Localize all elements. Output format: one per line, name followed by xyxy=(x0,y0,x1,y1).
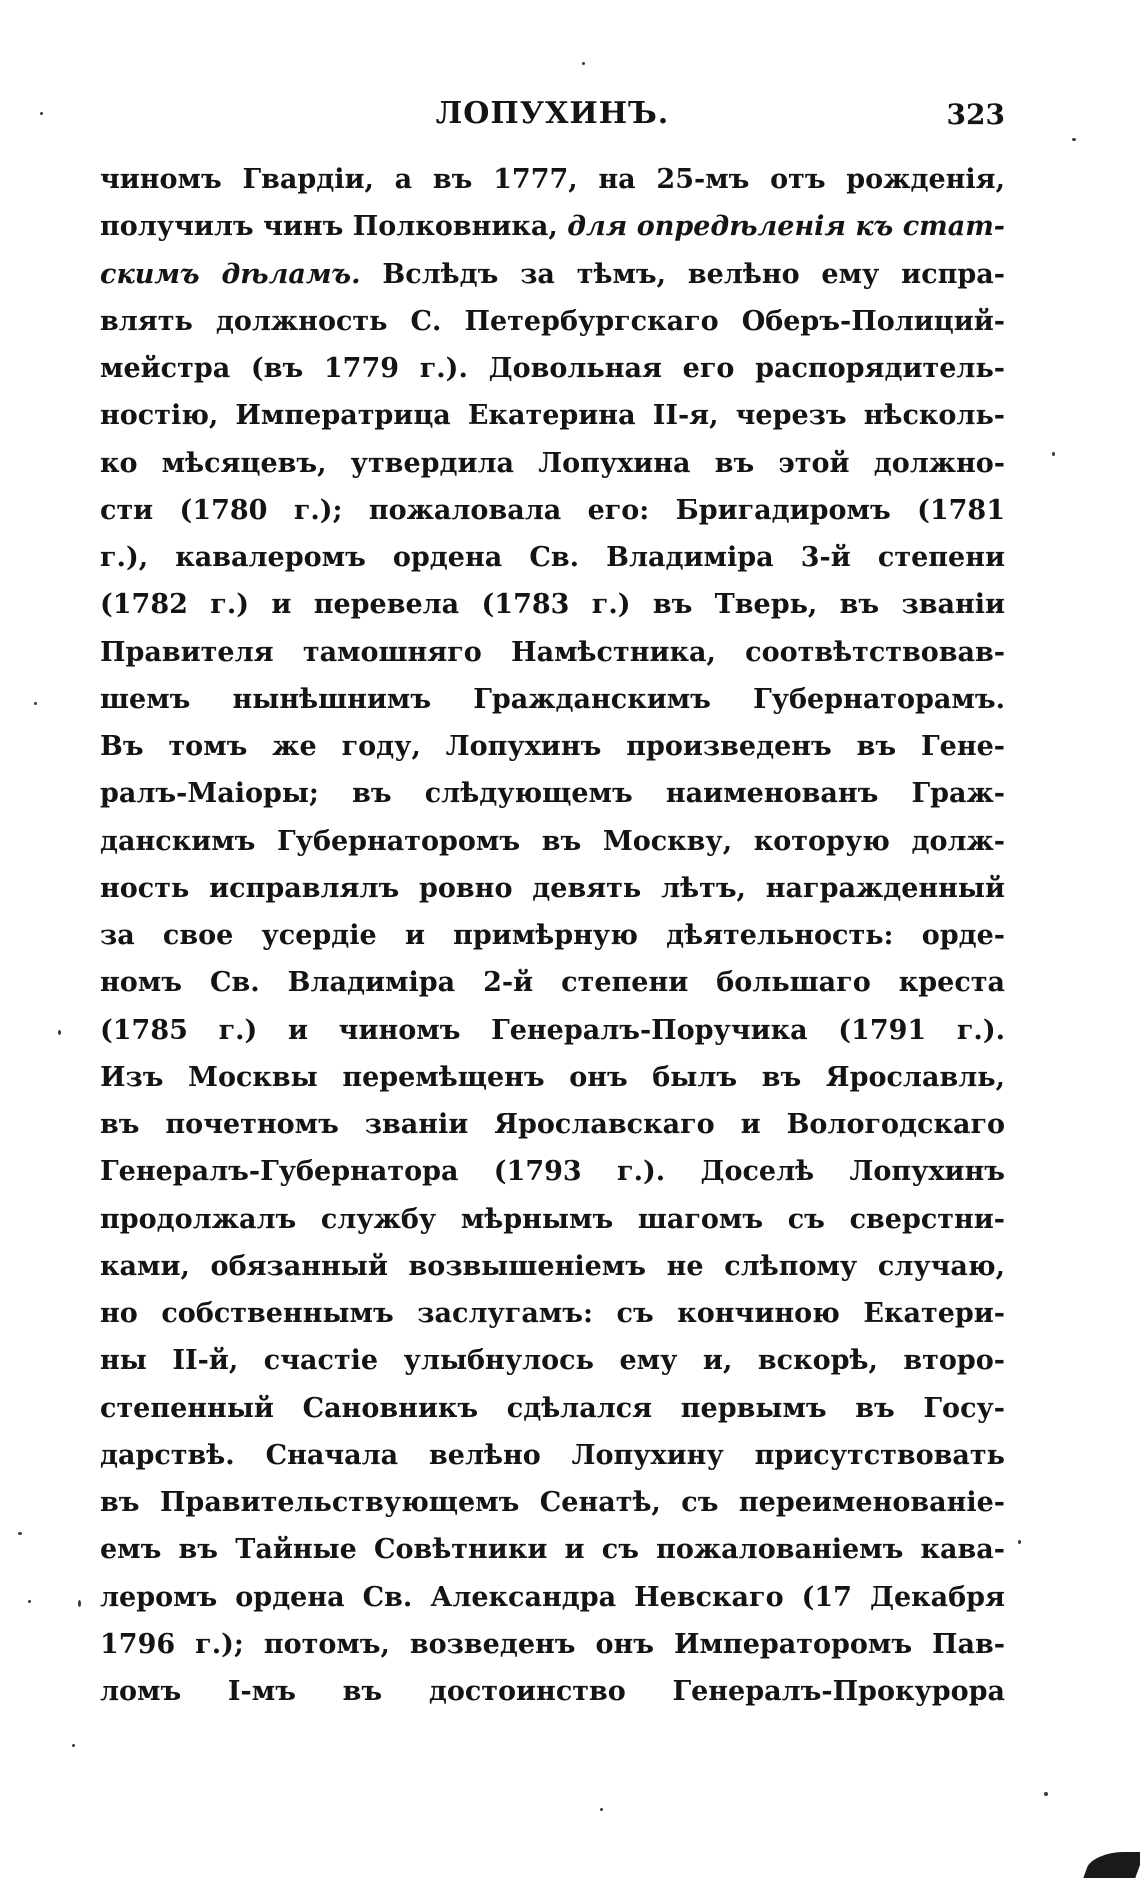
text-line: въ Правительствующемъ Сенатѣ, съ переименованіе- xyxy=(100,1487,1005,1518)
text-line: скимъ дѣламъ. Вслѣдъ за тѣмъ, велѣно ему испра- xyxy=(100,258,1005,290)
italic-phrase: для опредѣленія къ стат- xyxy=(567,211,1005,243)
text-line: ны II-й, счастіе улыбнулось ему и, вскорѣ, второ- xyxy=(100,1345,1005,1377)
text-line: данскимъ Губернаторомъ въ Москву, которую долж- xyxy=(100,825,1005,857)
scan-speck xyxy=(40,112,43,115)
text-line: г.), кавалеромъ ордена Св. Владиміра 3-й степени xyxy=(100,542,1005,573)
running-head xyxy=(100,96,1005,144)
text-line: леромъ ордена Св. Александра Невскаго (17 Декабря xyxy=(100,1581,1005,1613)
text-line: емъ въ Тайные Совѣтники и съ пожалованіемъ кава- xyxy=(100,1534,1005,1566)
text-line: дарствѣ. Сначала велѣно Лопухину присутствовать xyxy=(100,1439,1005,1471)
text-line: ралъ-Маіоры; въ слѣдующемъ наименованъ Граж- xyxy=(100,778,1005,810)
scan-speck xyxy=(1072,138,1076,141)
text-line: получилъ чинъ Полковника, для опредѣленія къ стат- xyxy=(100,211,1005,243)
text-line: (1785 г.) и чиномъ Генералъ-Поручика (1791 г.). xyxy=(100,1014,1005,1046)
scan-speck xyxy=(72,1744,75,1747)
scan-speck xyxy=(582,62,585,65)
scan-speck xyxy=(1044,1792,1048,1796)
scan-speck xyxy=(1052,452,1055,456)
text-line: Генералъ-Губернатора (1793 г.). Доселѣ Лопухинъ xyxy=(100,1156,1005,1188)
text-line: но собственнымъ заслугамъ: съ кончиною Екатери- xyxy=(100,1298,1005,1329)
text-line: мейстра (въ 1779 г.). Довольная его распорядитель- xyxy=(100,353,1005,384)
text-line: номъ Св. Владиміра 2-й степени большаго креста xyxy=(100,967,1005,999)
text-line: ломъ I-мъ въ достоинство Генералъ-Прокурора xyxy=(100,1676,1005,1707)
scan-speck xyxy=(18,1532,22,1535)
scan-speck xyxy=(1018,1540,1021,1544)
text-line: ность исправлялъ ровно девять лѣтъ, награжденный xyxy=(100,872,1005,904)
text-line: ностію, Императрица Екатерина II-я, черезъ нѣсколь- xyxy=(100,400,1005,432)
text-line: продолжалъ службу мѣрнымъ шагомъ съ сверстни- xyxy=(100,1203,1005,1235)
text-line: за свое усердіе и примѣрную дѣятельность: орде- xyxy=(100,920,1005,951)
text-line: сти (1780 г.); пожаловала его: Бригадиромъ (1781 xyxy=(100,494,1005,526)
text-line: (1782 г.) и перевела (1783 г.) въ Тверь, въ званіи xyxy=(100,589,1005,621)
scan-speck xyxy=(28,1600,31,1603)
scan-speck xyxy=(600,1808,603,1811)
italic-phrase: скимъ дѣламъ. xyxy=(100,258,361,290)
scan-speck xyxy=(58,1030,61,1035)
text-line: Въ томъ же году, Лопухинъ произведенъ въ Гене- xyxy=(100,731,1005,762)
text-line: чиномъ Гвардіи, а въ 1777, на 25-мъ отъ рожденія, xyxy=(100,164,1005,195)
body-text xyxy=(100,156,1005,1715)
scan-smudge xyxy=(1083,1852,1140,1878)
text-line: въ почетномъ званіи Ярославскаго и Вологодскаго xyxy=(100,1109,1005,1140)
scan-speck xyxy=(78,1600,81,1607)
page-number: 323 xyxy=(946,98,1005,131)
text-line: Изъ Москвы перемѣщенъ онъ былъ въ Ярославль, xyxy=(100,1061,1005,1093)
text-line: влять должность С. Петербургскаго Оберъ-Полиций- xyxy=(100,305,1005,337)
text-line: 1796 г.); потомъ, возведенъ онъ Императоромъ Пав- xyxy=(100,1628,1005,1660)
text-line: ко мѣсяцевъ, утвердила Лопухина въ этой должно- xyxy=(100,447,1005,479)
text-line: Правителя тамошняго Намѣстника, соотвѣтствовав- xyxy=(100,636,1005,668)
text-line: ками, обязанный возвышеніемъ не слѣпому случаю, xyxy=(100,1250,1005,1282)
running-head-title: ЛОПУХИНЪ. xyxy=(435,96,670,131)
text-line: шемъ нынѣшнимъ Гражданскимъ Губернаторамъ. xyxy=(100,683,1005,715)
scan-speck xyxy=(34,702,37,705)
text-line: степенный Сановникъ сдѣлался первымъ въ Госу- xyxy=(100,1392,1005,1424)
